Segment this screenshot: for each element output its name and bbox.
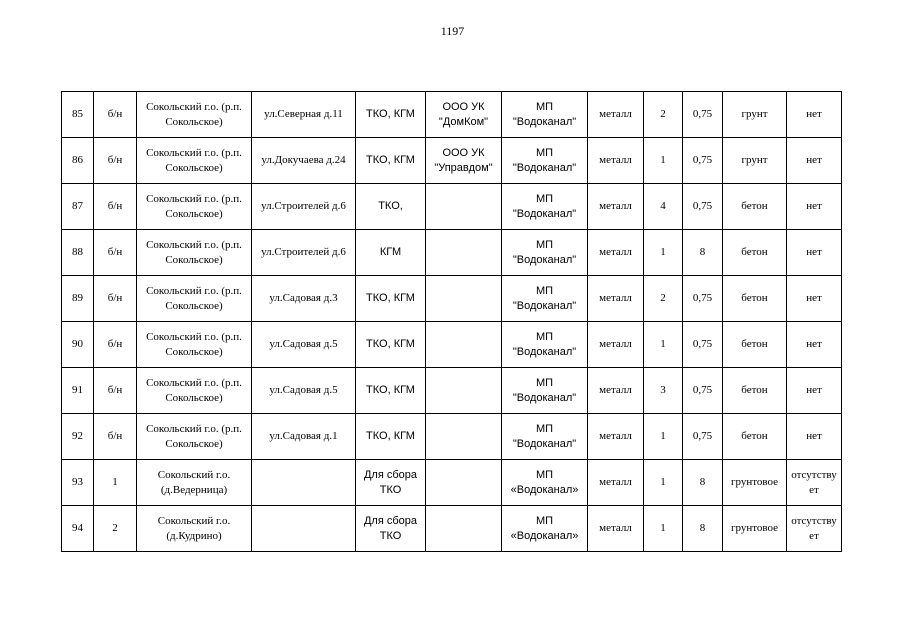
registry-number-cell [94,506,137,552]
container-volume-line: 0,75 [692,430,713,442]
row-number-cell [62,92,94,138]
table-row [62,92,842,138]
container-volume-cell [683,92,723,138]
owner-line: «Водоканал» [510,529,579,542]
registry-number-line: б/н [107,154,123,166]
container-count-cell [644,368,683,414]
location-line: Сокольский г.о. (р.п. [146,284,242,297]
location-line: (д.Ведерница) [160,483,228,496]
row-number-cell [62,184,94,230]
registry-number-line: б/н [107,246,123,258]
waste-type-line: ТКО, КГМ [366,154,415,166]
row-number-line: 87 [72,200,83,212]
surface-type-cell [723,138,787,184]
container-material-cell [588,506,644,552]
container-count-line: 1 [660,246,666,258]
waste-type-cell [356,506,426,552]
container-volume-line: 0,75 [692,154,713,166]
container-material-line: металл [599,108,632,120]
row-number-cell [62,138,94,184]
owner-cell [502,414,588,460]
owner-line: "Водоканал" [512,391,577,404]
table-row [62,230,842,276]
owner-cell [502,322,588,368]
fence-line: ет [809,483,819,496]
operator-cell [426,322,502,368]
owner-line: «Водоканал» [510,483,579,496]
container-material-line: металл [599,200,632,212]
container-count-cell [644,506,683,552]
table-body [62,92,842,552]
container-material-cell [588,92,644,138]
waste-type-line: ТКО [379,529,402,542]
location-line: Сокольское) [165,207,223,220]
row-number-line: 86 [72,154,83,166]
table-row [62,460,842,506]
location-line: Сокольский г.о. (р.п. [146,192,242,205]
operator-cell [426,414,502,460]
row-number-line: 89 [72,292,83,304]
container-count-line: 1 [660,430,666,442]
table-row [62,138,842,184]
row-number-line: 90 [72,338,83,350]
surface-type-line: грунт [741,108,768,120]
waste-type-line: ТКО, КГМ [366,384,415,396]
container-material-line: металл [599,476,632,488]
location-cell [137,322,252,368]
fence-line: нет [806,200,822,212]
operator-cell [426,368,502,414]
waste-type-cell [356,276,426,322]
surface-type-line: бетон [741,292,768,304]
container-count-cell [644,322,683,368]
container-count-line: 4 [660,200,666,212]
row-number-line: 93 [72,476,83,488]
address-cell [252,276,356,322]
row-number-line: 88 [72,246,83,258]
container-material-line: металл [599,292,632,304]
table-row [62,184,842,230]
address-line: ул.Северная д.11 [264,108,343,120]
owner-line: "Водоканал" [512,115,577,128]
registry-number-cell [94,138,137,184]
registry-number-line: 1 [112,476,118,488]
fence-cell [787,322,842,368]
container-count-cell [644,92,683,138]
fence-cell [787,230,842,276]
operator-line: "ДомКом" [438,115,489,128]
surface-type-cell [723,368,787,414]
location-line: Сокольский г.о. [157,514,231,527]
fence-line: нет [806,430,822,442]
operator-cell [426,460,502,506]
fence-line: нет [806,108,822,120]
container-material-cell [588,184,644,230]
owner-cell [502,276,588,322]
owner-line: "Водоканал" [512,161,577,174]
location-line: Сокольское) [165,253,223,266]
surface-type-line: бетон [741,338,768,350]
location-cell [137,506,252,552]
waste-type-line: ТКО, [378,200,403,212]
table-row [62,506,842,552]
container-volume-cell [683,460,723,506]
registry-number-cell [94,414,137,460]
registry-number-line: б/н [107,384,123,396]
operator-line: ООО УК [442,146,485,159]
registry-number-line: б/н [107,338,123,350]
owner-line: "Водоканал" [512,345,577,358]
registry-number-cell [94,460,137,506]
location-line: Сокольское) [165,299,223,312]
surface-type-line: бетон [741,384,768,396]
owner-line: МП [535,376,554,389]
owner-line: МП [535,238,554,251]
location-line: Сокольское) [165,115,223,128]
location-cell [137,368,252,414]
waste-type-line: ТКО [379,483,402,496]
row-number-cell [62,414,94,460]
container-volume-line: 0,75 [692,384,713,396]
owner-line: "Водоканал" [512,253,577,266]
container-volume-line: 0,75 [692,292,713,304]
operator-line: "Управдом" [434,161,493,174]
address-line: ул.Докучаева д.24 [261,154,346,166]
container-material-cell [588,138,644,184]
location-line: Сокольское) [165,345,223,358]
address-line: ул.Строителей д.6 [261,246,346,258]
location-line: (д.Кудрино) [166,529,222,542]
address-cell [252,92,356,138]
location-line: Сокольский г.о. (р.п. [146,376,242,389]
container-count-cell [644,138,683,184]
container-volume-line: 8 [699,246,706,258]
container-count-line: 2 [660,108,666,120]
fence-cell [787,414,842,460]
fence-cell [787,276,842,322]
address-line: ул.Садовая д.5 [269,384,338,396]
surface-type-cell [723,276,787,322]
row-number-cell [62,368,94,414]
table-row [62,322,842,368]
location-cell [137,230,252,276]
location-cell [137,276,252,322]
operator-cell [426,92,502,138]
address-line: ул.Строителей д.6 [261,200,346,212]
fence-cell [787,184,842,230]
location-cell [137,414,252,460]
address-cell [252,322,356,368]
location-cell [137,184,252,230]
fence-line: нет [806,154,822,166]
surface-type-line: бетон [741,246,768,258]
waste-type-cell [356,184,426,230]
waste-type-line: ТКО, КГМ [366,108,415,120]
owner-cell [502,230,588,276]
address-cell [252,230,356,276]
row-number-cell [62,322,94,368]
row-number-cell [62,276,94,322]
container-material-cell [588,230,644,276]
container-volume-cell [683,506,723,552]
table-row [62,414,842,460]
table-row [62,276,842,322]
container-material-cell [588,322,644,368]
surface-type-line: грунт [741,154,768,166]
location-line: Сокольский г.о. (р.п. [146,100,242,113]
container-volume-line: 0,75 [692,108,713,120]
registry-number-cell [94,322,137,368]
location-cell [137,460,252,506]
owner-line: МП [535,514,554,527]
location-line: Сокольское) [165,437,223,450]
owner-cell [502,368,588,414]
location-line: Сокольский г.о. (р.п. [146,422,242,435]
surface-type-line: грунтовое [730,522,779,534]
owner-line: МП [535,146,554,159]
surface-type-line: грунтовое [730,476,779,488]
container-volume-cell [683,230,723,276]
fence-line: нет [806,384,822,396]
waste-type-line: ТКО, КГМ [366,430,415,442]
container-material-cell [588,414,644,460]
fence-line: нет [806,338,822,350]
owner-line: МП [535,192,554,205]
waste-type-cell [356,322,426,368]
container-volume-cell [683,184,723,230]
owner-cell [502,460,588,506]
fence-cell [787,506,842,552]
location-cell [137,92,252,138]
surface-type-cell [723,460,787,506]
waste-type-cell [356,460,426,506]
fence-line: отсутству [791,468,837,481]
address-line: ул.Садовая д.1 [269,430,338,442]
registry-number-line: б/н [107,292,123,304]
surface-type-cell [723,230,787,276]
container-count-line: 1 [660,338,666,350]
fence-line: нет [806,246,822,258]
waste-type-line: Для сбора [363,468,418,481]
container-volume-cell [683,138,723,184]
row-number-line: 94 [72,522,83,534]
container-volume-line: 8 [699,476,706,488]
waste-type-cell [356,230,426,276]
table-row [62,368,842,414]
registry-number-cell [94,92,137,138]
container-volume-cell [683,368,723,414]
location-cell [137,138,252,184]
registry-number-cell [94,276,137,322]
container-material-cell [588,460,644,506]
owner-line: МП [535,330,554,343]
owner-line: МП [535,100,554,113]
waste-type-cell [356,138,426,184]
container-count-cell [644,230,683,276]
page-number: 1197 [440,24,465,38]
registry-number-cell [94,184,137,230]
waste-type-cell [356,368,426,414]
owner-line: МП [535,284,554,297]
registry-number-line: б/н [107,108,123,120]
surface-type-cell [723,92,787,138]
operator-cell [426,184,502,230]
owner-line: МП [535,422,554,435]
fence-line: отсутству [791,514,837,527]
surface-type-line: бетон [741,200,768,212]
container-count-line: 1 [660,522,666,534]
operator-line: ООО УК [442,100,485,113]
surface-type-cell [723,506,787,552]
registry-number-line: б/н [107,200,123,212]
fence-line: нет [806,292,822,304]
surface-type-cell [723,414,787,460]
registry-number-line: 2 [112,522,118,534]
location-line: Сокольский г.о. [157,468,231,481]
waste-type-line: ТКО, КГМ [366,292,415,304]
container-count-line: 3 [660,384,666,396]
container-volume-cell [683,322,723,368]
container-count-line: 1 [660,154,666,166]
registry-number-cell [94,368,137,414]
container-volume-line: 0,75 [692,338,713,350]
fence-line: ет [809,529,819,542]
owner-cell [502,138,588,184]
surface-type-cell [723,322,787,368]
address-cell [252,138,356,184]
container-volume-cell [683,276,723,322]
fence-cell [787,368,842,414]
operator-cell [426,138,502,184]
location-line: Сокольское) [165,161,223,174]
container-volume-cell [683,414,723,460]
surface-type-cell [723,184,787,230]
address-cell [252,506,356,552]
owner-line: "Водоканал" [512,437,577,450]
container-count-cell [644,184,683,230]
container-material-line: металл [599,522,632,534]
operator-cell [426,506,502,552]
container-material-line: металл [599,154,632,166]
surface-type-line: бетон [741,430,768,442]
operator-cell [426,276,502,322]
waste-type-cell [356,414,426,460]
location-line: Сокольское) [165,391,223,404]
address-line: ул.Садовая д.3 [269,292,338,304]
owner-line: МП [535,468,554,481]
waste-type-line: ТКО, КГМ [366,338,415,350]
row-number-line: 92 [72,430,83,442]
fence-cell [787,92,842,138]
owner-cell [502,92,588,138]
operator-cell [426,230,502,276]
address-cell [252,414,356,460]
container-count-line: 1 [660,476,666,488]
owner-line: "Водоканал" [512,299,577,312]
container-material-cell [588,368,644,414]
container-count-cell [644,276,683,322]
container-count-cell [644,460,683,506]
address-cell [252,184,356,230]
container-count-line: 2 [660,292,666,304]
container-volume-line: 0,75 [692,200,713,212]
location-line: Сокольский г.о. (р.п. [146,330,242,343]
address-cell [252,460,356,506]
container-material-line: металл [599,246,632,258]
owner-cell [502,506,588,552]
registry-number-cell [94,230,137,276]
container-material-line: металл [599,338,632,350]
registry-number-line: б/н [107,430,123,442]
container-material-cell [588,276,644,322]
row-number-cell [62,230,94,276]
waste-type-line: КГМ [379,246,402,258]
location-line: Сокольский г.о. (р.п. [146,238,242,251]
waste-type-line: Для сбора [363,514,418,527]
address-line: ул.Садовая д.5 [269,338,338,350]
address-cell [252,368,356,414]
row-number-line: 91 [72,384,83,396]
row-number-line: 85 [72,108,83,120]
container-material-line: металл [599,384,632,396]
row-number-cell [62,506,94,552]
waste-type-cell [356,92,426,138]
container-material-line: металл [599,430,632,442]
owner-line: "Водоканал" [512,207,577,220]
container-volume-line: 8 [699,522,706,534]
waste-sites-table [61,91,842,552]
fence-cell [787,460,842,506]
fence-cell [787,138,842,184]
container-count-cell [644,414,683,460]
row-number-cell [62,460,94,506]
location-line: Сокольский г.о. (р.п. [146,146,242,159]
owner-cell [502,184,588,230]
